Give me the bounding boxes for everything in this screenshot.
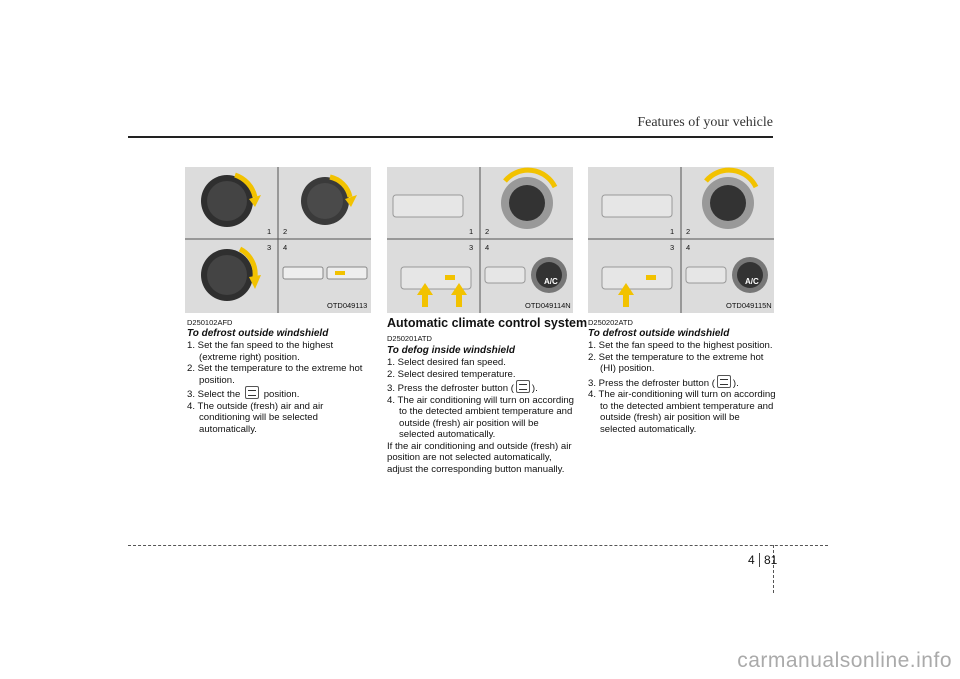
col1-code: D250102AFD — [187, 318, 233, 327]
manual-controls-illustration — [185, 167, 371, 313]
panel-label-2: 2 — [485, 227, 490, 236]
footer-rule — [128, 545, 828, 546]
col2-instructions — [387, 357, 575, 475]
panel-label-1: 1 — [670, 227, 675, 236]
col3-step-3 — [588, 375, 776, 390]
col2-subheading: To defog inside windshield — [387, 345, 515, 356]
col3-code: D250202ATD — [588, 318, 633, 327]
defrost-icon — [245, 386, 259, 399]
col2-step-3-text: 3. Press the defroster button ( — [387, 383, 514, 394]
col2-step-4: 4. The air conditioning will turn on according to the detected ambient temperature and outside (fresh) air position will be selected automatically. — [387, 394, 575, 440]
chapter-number: 4 — [748, 553, 755, 567]
ac-button-label: A/C — [544, 277, 558, 286]
col2-step-2: 2. Select desired temperature. — [387, 368, 516, 380]
panel-label-1: 1 — [469, 227, 474, 236]
col3-step-2: 2. Set the temperature to the extreme hot (HI) position. — [588, 351, 764, 374]
col1-step-4: 4. The outside (fresh) air and air conditioning will be selected automatically. — [187, 400, 324, 435]
auto-defog-illustration — [387, 167, 573, 313]
defrost-icon — [516, 380, 530, 393]
panel-code: OTD049113 — [327, 301, 368, 310]
col2-step-1: 1. Select desired fan speed. — [387, 357, 506, 368]
image-panel-manual-controls — [185, 167, 371, 313]
panel-label-3: 3 — [670, 243, 675, 252]
col3-instructions — [588, 340, 776, 435]
panel-label-3: 3 — [267, 243, 272, 252]
panel-label-2: 2 — [283, 227, 288, 236]
col3-step-3-end: ). — [732, 377, 739, 389]
col2-step-3 — [387, 380, 575, 395]
panel-label-1: 1 — [267, 227, 272, 236]
col1-step-3 — [187, 386, 373, 401]
page-number-divider — [759, 553, 760, 567]
col3-step-3-text: 3. Press the defroster button ( — [588, 377, 715, 389]
header-title: Features of your vehicle — [637, 115, 773, 130]
col1-instructions — [187, 340, 373, 435]
section-title: Automatic climate control system — [387, 316, 588, 330]
image-panel-auto-defrost — [588, 167, 774, 313]
col3-step-4: 4. The air-conditioning will turn on according to the detected ambient temperature and outside (fresh) air position will be selected automatically. — [588, 389, 776, 435]
image-panel-auto-defog — [387, 167, 573, 313]
panel-code: OTD049114N — [525, 301, 571, 310]
col1-step-3-text: 3. Select the — [187, 389, 241, 400]
panel-label-4: 4 — [283, 243, 288, 252]
col3-step-1: 1. Set the fan speed to the highest position. — [588, 340, 773, 351]
defrost-icon — [717, 375, 731, 388]
col1-step-3-end: position. — [263, 389, 300, 400]
page-number: 81 — [764, 553, 778, 567]
panel-label-2: 2 — [686, 227, 691, 236]
ac-button-label: A/C — [745, 277, 759, 286]
col2-step-3-end: ). — [531, 383, 538, 394]
panel-label-4: 4 — [485, 243, 490, 252]
col2-paragraph: If the air conditioning and outside (fresh) air position are not selected automatically, adjust the corresponding button manually. — [387, 440, 572, 475]
header-rule — [128, 136, 773, 138]
col1-step-2: 2. Set the temperature to the extreme hot position. — [187, 363, 363, 386]
panel-code: OTD049115N — [726, 301, 772, 310]
panel-label-3: 3 — [469, 243, 474, 252]
col1-step-1: 1. Set the fan speed to the highest (extreme right) position. — [187, 340, 334, 363]
col1-subheading: To defrost outside windshield — [187, 328, 329, 339]
panel-label-4: 4 — [686, 243, 691, 252]
col3-subheading: To defrost outside windshield — [588, 328, 730, 339]
watermark: carmanualsonline.info — [737, 649, 952, 672]
col2-code: D250201ATD — [387, 334, 432, 343]
auto-defrost-illustration — [588, 167, 774, 313]
